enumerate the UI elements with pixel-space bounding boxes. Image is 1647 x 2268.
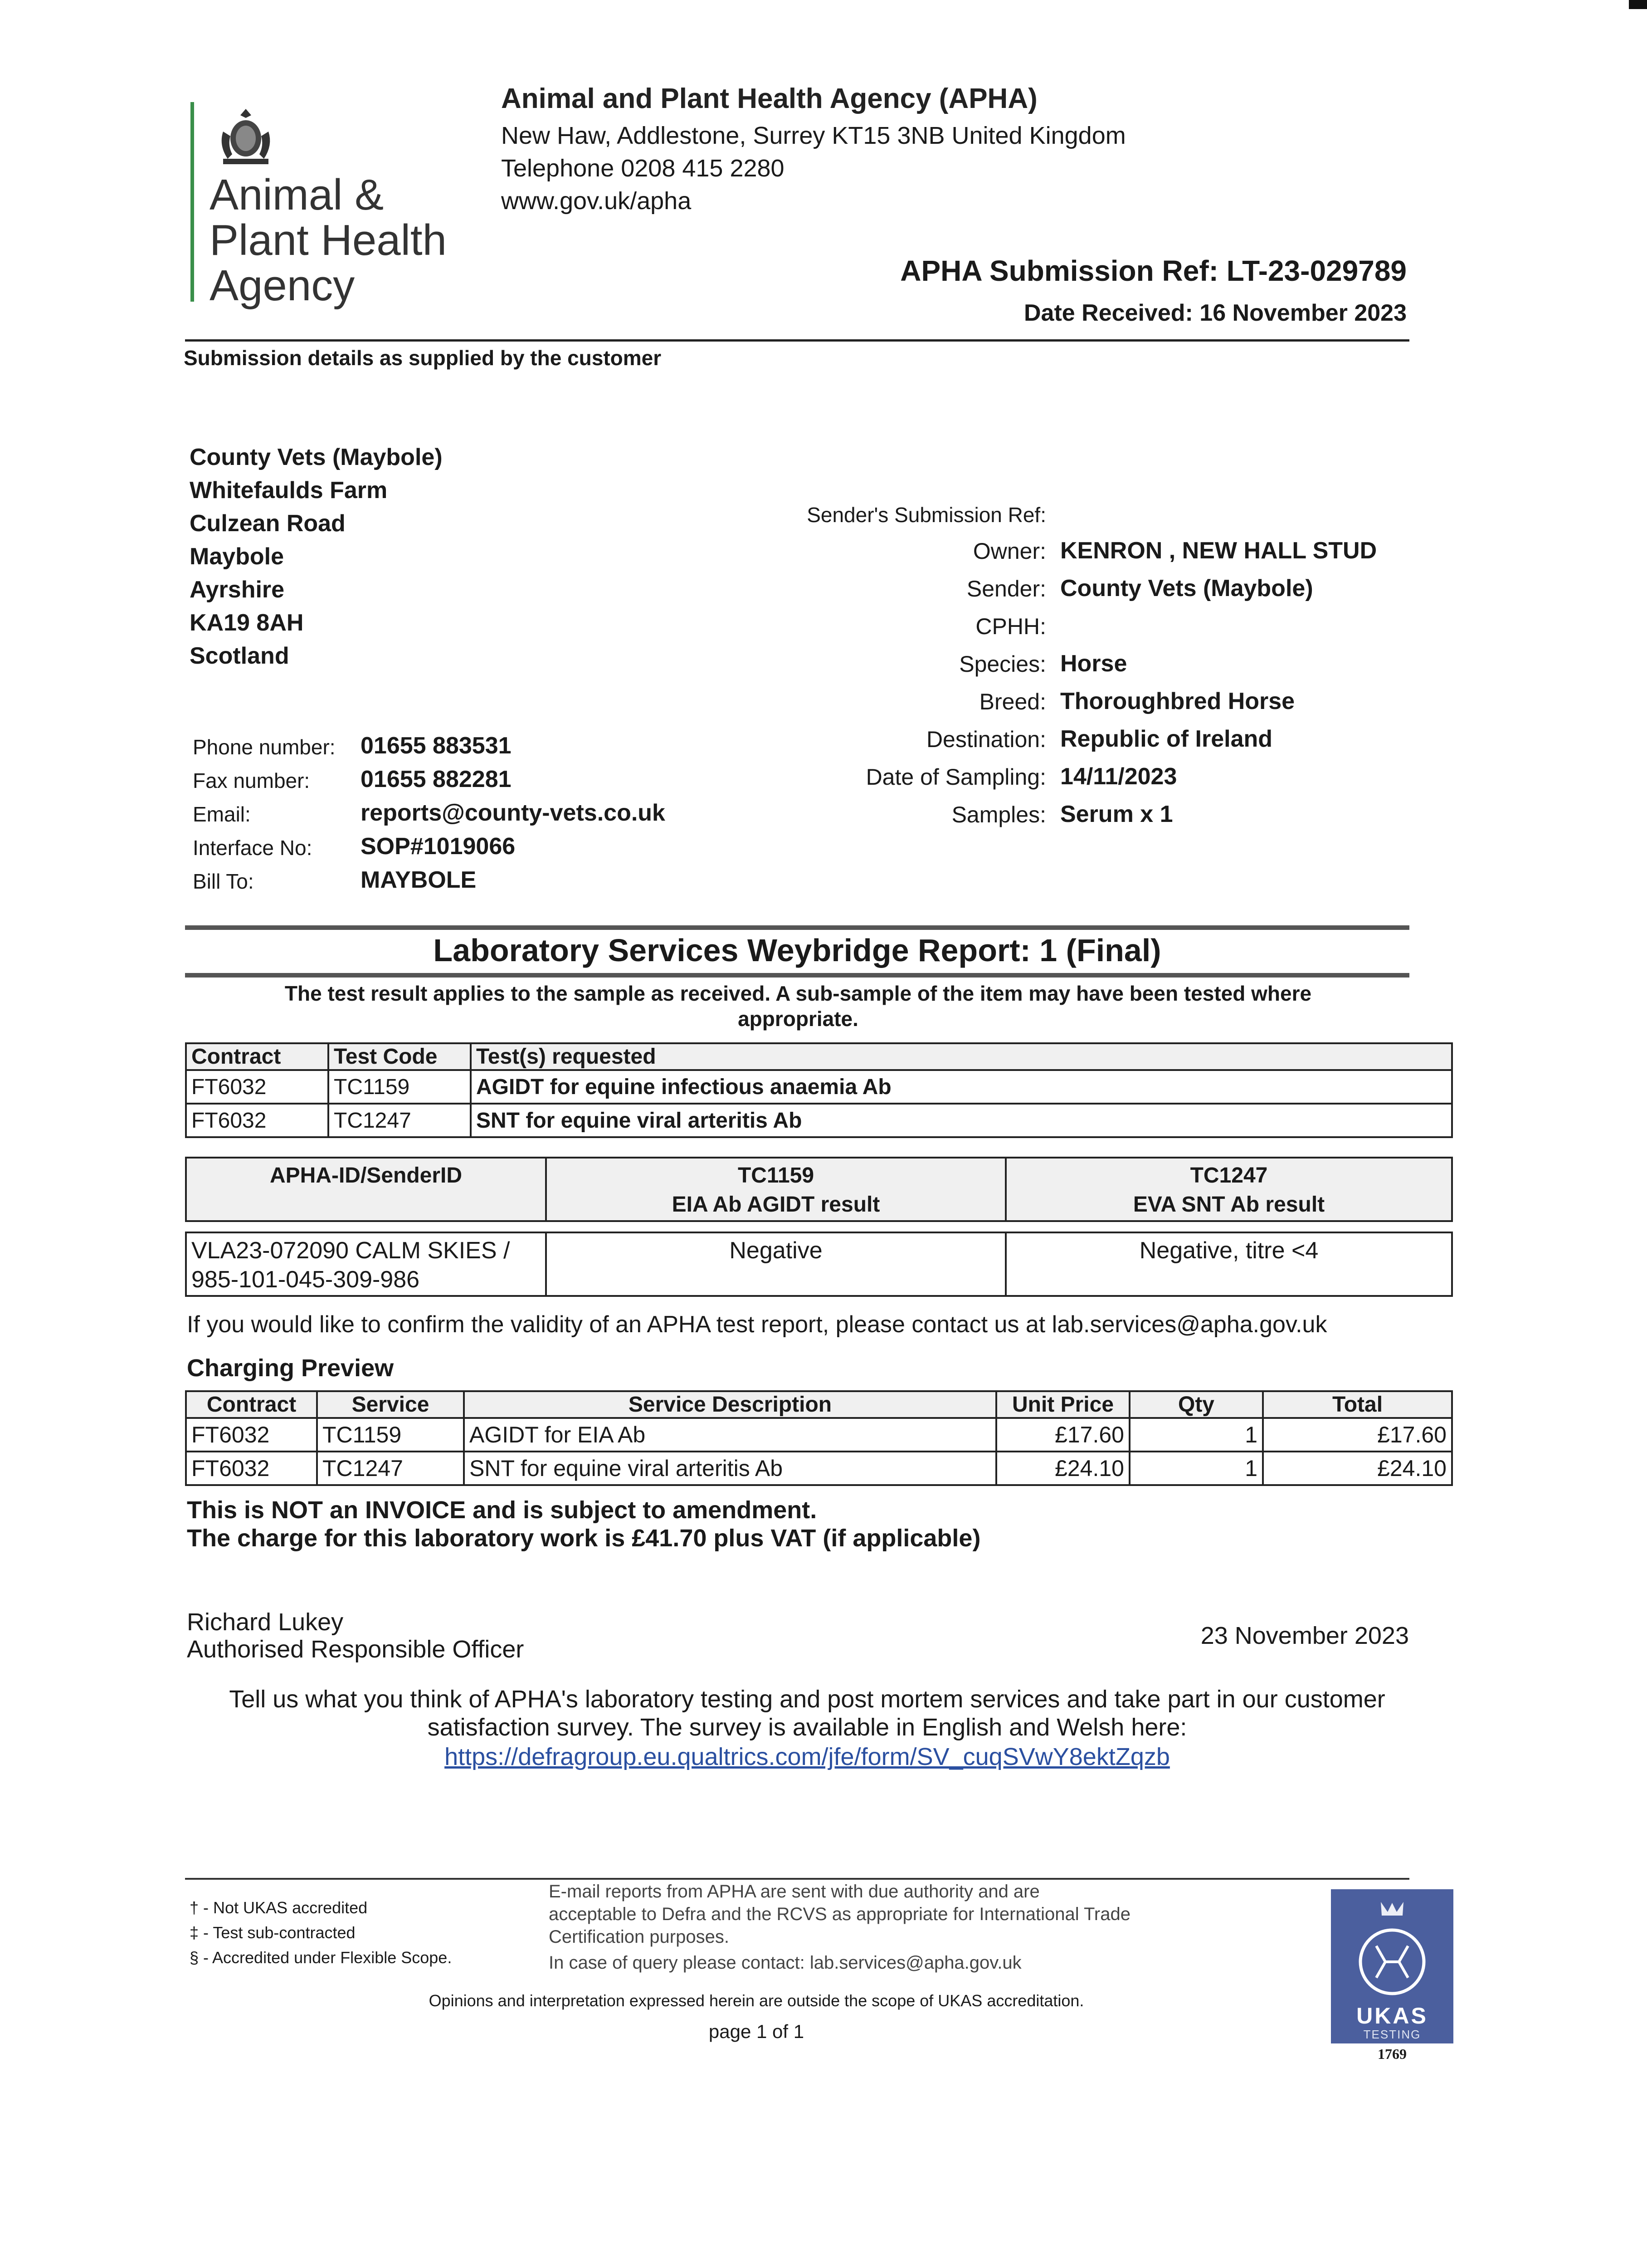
not-invoice-note: This is NOT an INVOICE and is subject to amendment.: [187, 1496, 817, 1524]
contact-label: Interface No:: [193, 836, 312, 860]
table-cell: £24.10: [1263, 1452, 1452, 1485]
scan-artifact: [1629, 0, 1647, 9]
table-row: [186, 1070, 1452, 1104]
samples-value: Serum x 1: [1060, 801, 1173, 827]
column-header-line: EVA SNT Ab result: [1133, 1193, 1325, 1217]
footnote: † - Not UKAS accredited: [190, 1898, 368, 1917]
table-cell: FT6032: [186, 1070, 328, 1104]
table-cell: 1: [1130, 1452, 1263, 1485]
column-header: Service Description: [464, 1391, 996, 1418]
sampling-date-value: 14/11/2023: [1060, 763, 1177, 790]
agency-telephone: Telephone 0208 415 2280: [501, 155, 785, 182]
table-cell: FT6032: [186, 1104, 328, 1137]
breed-value: Thoroughbred Horse: [1060, 688, 1295, 714]
fax-number: 01655 882281: [361, 766, 512, 792]
detail-label: Owner:: [973, 538, 1046, 564]
table-header-row: [186, 1391, 1452, 1418]
footnote: § - Accredited under Flexible Scope.: [190, 1948, 452, 1967]
column-header: Contract: [186, 1043, 328, 1070]
detail-label: Species:: [959, 651, 1046, 677]
table-cell: FT6032: [186, 1452, 317, 1485]
eia-result-cell: Negative: [546, 1232, 1006, 1296]
validity-note: If you would like to confirm the validity of an APHA test report, please contact us at lab.services@apha.gov.uk: [187, 1311, 1327, 1338]
submission-ref: APHA Submission Ref: LT-23-029789: [900, 254, 1407, 287]
charging-heading: Charging Preview: [187, 1354, 394, 1382]
survey-link[interactable]: https://defragroup.eu.qualtrics.com/jfe/form/SV_cuqSVwY8ektZqzb: [444, 1743, 1170, 1770]
address-line: Scotland: [190, 643, 289, 669]
detail-label: Sender's Submission Ref:: [807, 503, 1046, 527]
signoff-date: 23 November 2023: [1200, 1622, 1409, 1649]
email-authority-note: Certification purposes.: [549, 1927, 729, 1947]
address-line: Maybole: [190, 543, 284, 570]
column-header: Test(s) requested: [471, 1043, 1452, 1070]
table-cell: TC1247: [328, 1104, 471, 1137]
logo-line: Animal &: [210, 171, 384, 219]
table-row: [186, 1104, 1452, 1137]
owner-value: KENRON , NEW HALL STUD: [1060, 538, 1377, 564]
column-header-line: TC1159: [737, 1163, 814, 1188]
footer-divider: [185, 1878, 1409, 1880]
destination-value: Republic of Ireland: [1060, 726, 1273, 752]
email-authority-note: E-mail reports from APHA are sent with due authority and are: [549, 1882, 1040, 1901]
survey-text: Tell us what you think of APHA's laboratory testing and post mortem services and take part in our customer satisfaction survey. The survey is available in English and Welsh here:: [229, 1686, 1385, 1741]
address-line: Ayrshire: [190, 577, 285, 603]
table-cell: TC1159: [328, 1070, 471, 1104]
column-header-line: TC1247: [1190, 1163, 1268, 1188]
table-row: [186, 1232, 1452, 1296]
sample-id-cell: [186, 1232, 546, 1296]
applies-note: The test result applies to the sample as received. A sub-sample of the item may have been tested where appropriate.: [284, 982, 1312, 1031]
royal-crest-icon: [210, 104, 282, 168]
address-line: KA19 8AH: [190, 610, 304, 636]
column-header-line: EIA Ab AGIDT result: [672, 1193, 880, 1217]
charge-total-note: The charge for this laboratory work is £41.70 plus VAT (if applicable): [187, 1525, 981, 1552]
ukas-badge: [1331, 1889, 1453, 2043]
query-contact: In case of query please contact: lab.services@apha.gov.uk: [549, 1953, 1022, 1973]
tests-requested-table: [185, 1042, 1453, 1138]
table-cell: AGIDT for equine infectious anaemia Ab: [471, 1070, 1452, 1104]
column-header: Total: [1263, 1391, 1452, 1418]
table-header-row: [186, 1043, 1452, 1070]
bill-to: MAYBOLE: [361, 867, 477, 893]
logo-line: Plant Health: [210, 216, 447, 264]
table-cell: 1: [1130, 1418, 1263, 1452]
ukas-accreditation-number: 1769: [1378, 2046, 1407, 2062]
contact-label: Bill To:: [193, 870, 254, 893]
table-row: [186, 1452, 1452, 1485]
interface-number: SOP#1019066: [361, 833, 516, 860]
column-header: Qty: [1130, 1391, 1263, 1418]
table-cell: SNT for equine viral arteritis Ab: [464, 1452, 996, 1485]
column-header: [1006, 1158, 1452, 1221]
report-bottom-rule: [185, 973, 1409, 978]
results-table: [185, 1232, 1453, 1297]
email-authority-note: acceptable to Defra and the RCVS as appropriate for International Trade: [549, 1904, 1130, 1924]
agency-address: New Haw, Addlestone, Surrey KT15 3NB United Kingdom: [501, 122, 1126, 149]
detail-label: Sender:: [966, 576, 1046, 601]
table-cell: £24.10: [996, 1452, 1130, 1485]
officer-name: Richard Lukey: [187, 1608, 344, 1636]
date-received: Date Received: 16 November 2023: [1023, 300, 1407, 326]
sample-id-line: 985-101-045-309-986: [191, 1266, 420, 1293]
address-line: County Vets (Maybole): [190, 444, 443, 470]
column-header: Test Code: [328, 1043, 471, 1070]
ukas-scope-note: Opinions and interpretation expressed herein are outside the scope of UKAS accreditation.: [429, 1991, 1084, 2010]
column-header: Unit Price: [996, 1391, 1130, 1418]
detail-label: Samples:: [951, 802, 1046, 827]
charging-table: [185, 1390, 1453, 1486]
header-divider: [185, 339, 1409, 342]
footnote: ‡ - Test sub-contracted: [190, 1923, 356, 1942]
table-cell: AGIDT for EIA Ab: [464, 1418, 996, 1452]
detail-label: Destination:: [926, 727, 1046, 752]
phone-number: 01655 883531: [361, 733, 512, 759]
detail-label: Date of Sampling:: [866, 764, 1046, 790]
report-title: Laboratory Services Weybridge Report: 1 (Final): [433, 933, 1161, 968]
logo-wordmark: [210, 172, 447, 308]
address-line: Culzean Road: [190, 510, 346, 537]
address-line: Whitefaulds Farm: [190, 477, 388, 503]
table-cell: £17.60: [1263, 1418, 1452, 1452]
results-header-table: [185, 1157, 1453, 1222]
table-row: [186, 1418, 1452, 1452]
table-header-row: [186, 1158, 1452, 1221]
page-number: page 1 of 1: [708, 2021, 804, 2042]
submission-details-heading: Submission details as supplied by the customer: [184, 346, 662, 370]
column-header: Service: [317, 1391, 464, 1418]
email-address[interactable]: reports@county-vets.co.uk: [361, 800, 665, 826]
table-cell: FT6032: [186, 1418, 317, 1452]
column-header-line: APHA-ID/SenderID: [269, 1163, 463, 1188]
column-header: [186, 1158, 546, 1221]
table-cell: TC1247: [317, 1452, 464, 1485]
detail-label: Breed:: [979, 689, 1046, 714]
eva-result-cell: Negative, titre <4: [1006, 1232, 1452, 1296]
contact-label: Phone number:: [193, 735, 336, 759]
officer-title: Authorised Responsible Officer: [187, 1636, 524, 1663]
logo-line: Agency: [210, 261, 355, 310]
contact-label: Fax number:: [193, 769, 310, 792]
column-header: [546, 1158, 1006, 1221]
sender-value: County Vets (Maybole): [1060, 575, 1313, 601]
table-cell: SNT for equine viral arteritis Ab: [471, 1104, 1452, 1137]
contact-label: Email:: [193, 802, 251, 826]
ukas-sublabel: TESTING: [1363, 2028, 1421, 2041]
sample-id-line: VLA23-072090 CALM SKIES /: [191, 1237, 510, 1264]
table-cell: £17.60: [996, 1418, 1130, 1452]
table-cell: TC1159: [317, 1418, 464, 1452]
species-value: Horse: [1060, 650, 1127, 677]
agency-website[interactable]: www.gov.uk/apha: [501, 187, 692, 215]
ukas-label: UKAS: [1356, 2003, 1428, 2028]
detail-label: CPHH:: [975, 614, 1046, 639]
agency-name: Animal and Plant Health Agency (APHA): [501, 83, 1038, 114]
report-top-rule: [185, 925, 1409, 930]
logo-accent-bar: [190, 102, 194, 302]
column-header: Contract: [186, 1391, 317, 1418]
